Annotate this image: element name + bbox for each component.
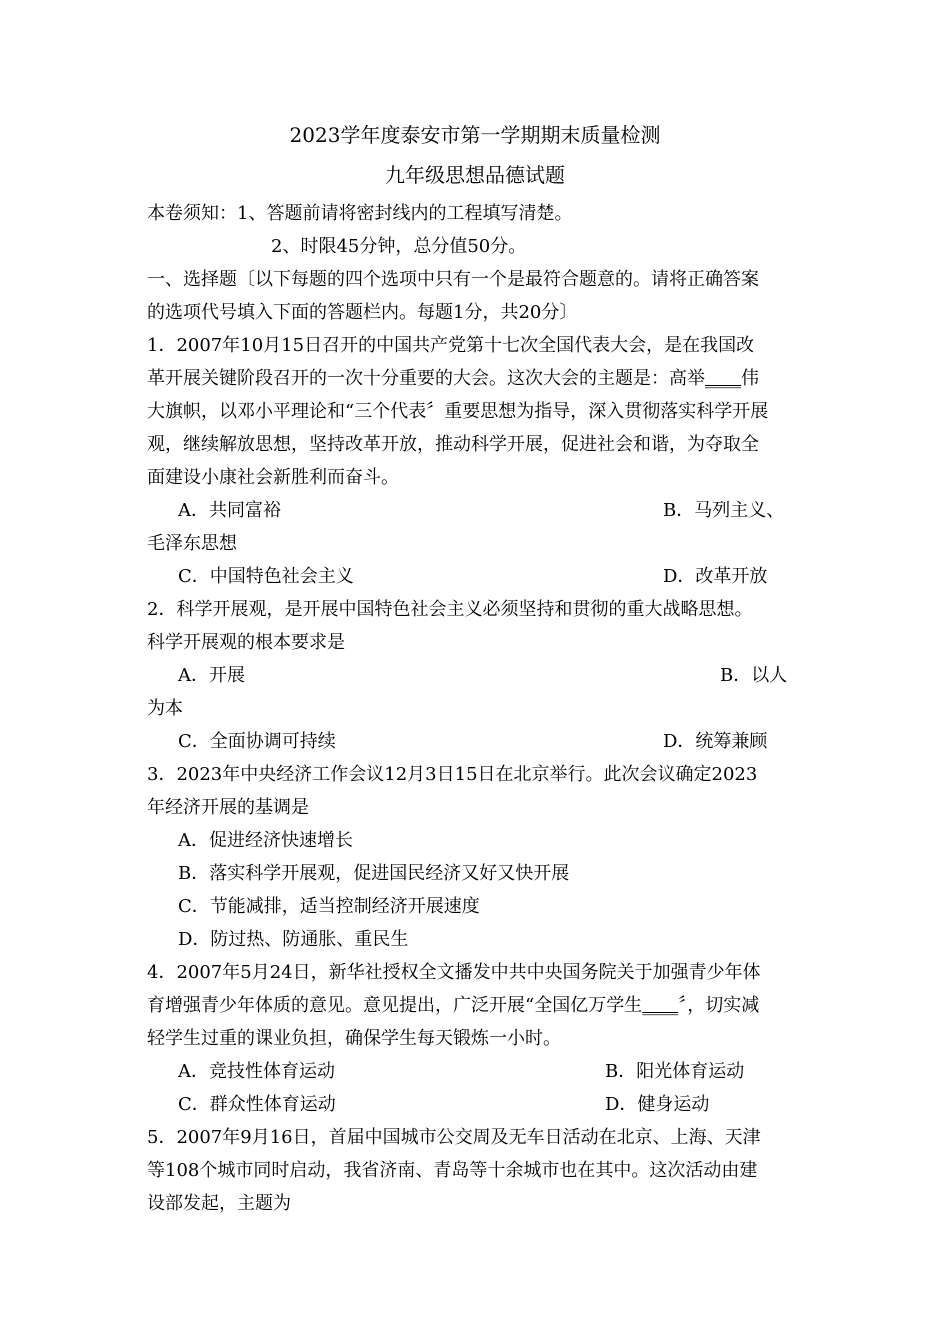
q2-option-c: C．全面协调可持续 xyxy=(178,731,336,752)
q4-answer-blank: ____ xyxy=(642,995,679,1016)
exam-subtitle: 九年级思想品德试题 xyxy=(385,163,565,187)
q5-stem-line-1: 5．2007年9月16日，首届中国城市公交周及无车日活动在北京、上海、天津 xyxy=(147,1127,761,1148)
q2-option-d: D．统筹兼顾 xyxy=(663,731,768,752)
q1-stem-line-2 xyxy=(147,367,759,391)
q2-stem-line-1: 2．科学开展观，是开展中国特色社会主义必须坚持和贯彻的重大战略思想。 xyxy=(147,599,753,620)
section1-instruction-2: 的选项代号填入下面的答题栏内。每题1分，共20分〕 xyxy=(147,302,578,323)
q1-answer-blank: ____ xyxy=(705,368,741,389)
q2-option-b: B．以人 xyxy=(720,665,788,686)
q1-option-b: B．马列主义、 xyxy=(663,500,785,521)
q1-stem-line-3: 大旗帜，以邓小平理论和“三个代表〞重要思想为指导，深入贯彻落实科学开展 xyxy=(147,401,769,422)
exam-title: 2023学年度泰安市第一学期期末质量检测 xyxy=(289,123,661,147)
q4-stem-line-2 xyxy=(147,994,759,1018)
q3-stem-line-2: 年经济开展的基调是 xyxy=(147,797,309,818)
notice-line-2: 2、时限45分钟，总分值50分。 xyxy=(271,236,527,257)
q1-option-a: A．共同富裕 xyxy=(178,500,281,521)
q5-stem-line-3: 设部发起，主题为 xyxy=(147,1193,291,1214)
q4-option-c: C．群众性体育运动 xyxy=(178,1094,336,1115)
q3-stem-line-1: 3．2023年中央经济工作会议12月3日15日在北京举行。此次会议确定2023 xyxy=(147,764,758,785)
q3-option-b: B．落实科学开展观，促进国民经济又好又快开展 xyxy=(178,863,570,884)
q2-stem-line-2: 科学开展观的根本要求是 xyxy=(147,632,345,653)
q1-stem-text-end: 伟 xyxy=(741,368,759,389)
q4-option-d: D．健身运动 xyxy=(605,1094,710,1115)
q2-option-b-continued: 为本 xyxy=(147,698,183,719)
q4-stem-text-end: 〞，切实减 xyxy=(678,995,760,1016)
q2-option-a: A．开展 xyxy=(178,665,245,686)
q1-stem-line-1: 1．2007年10月15日召开的中国共产党第十七次全国代表大会，是在我国改 xyxy=(147,335,755,356)
q1-option-c: C．中国特色社会主义 xyxy=(178,566,354,587)
section1-instruction-1: 一、选择题〔以下每题的四个选项中只有一个是最符合题意的。请将正确答案 xyxy=(147,269,759,290)
q4-stem-text: 育增强青少年体质的意见。意见提出，广泛开展“全国亿万学生 xyxy=(147,995,643,1016)
q5-stem-line-2: 等108个城市同时启动，我省济南、青岛等十余城市也在其中。这次活动由建 xyxy=(147,1160,758,1181)
notice-line-1: 本卷须知：1、答题前请将密封线内的工程填写清楚。 xyxy=(147,203,573,224)
q1-option-b-continued: 毛泽东思想 xyxy=(147,533,237,554)
q1-option-d: D．改革开放 xyxy=(663,566,768,587)
q4-stem-line-1: 4．2007年5月24日，新华社授权全文播发中共中央国务院关于加强青少年体 xyxy=(147,962,761,983)
q4-option-b: B．阳光体育运动 xyxy=(605,1061,745,1082)
q3-option-a: A．促进经济快速增长 xyxy=(178,830,353,851)
q1-stem-line-4: 观，继续解放思想，坚持改革开放，推动科学开展，促进社会和谐，为夺取全 xyxy=(147,434,759,455)
q4-option-a: A．竞技性体育运动 xyxy=(178,1061,335,1082)
q3-option-d: D．防过热、防通胀、重民生 xyxy=(178,929,409,950)
q1-stem-text: 革开展关键阶段召开的一次十分重要的大会。这次大会的主题是：高举 xyxy=(147,368,705,389)
q4-stem-line-3: 轻学生过重的课业负担，确保学生每天锻炼一小时。 xyxy=(147,1028,561,1049)
q3-option-c: C．节能减排，适当控制经济开展速度 xyxy=(178,896,480,917)
q1-stem-line-5: 面建设小康社会新胜利而奋斗。 xyxy=(147,467,399,488)
